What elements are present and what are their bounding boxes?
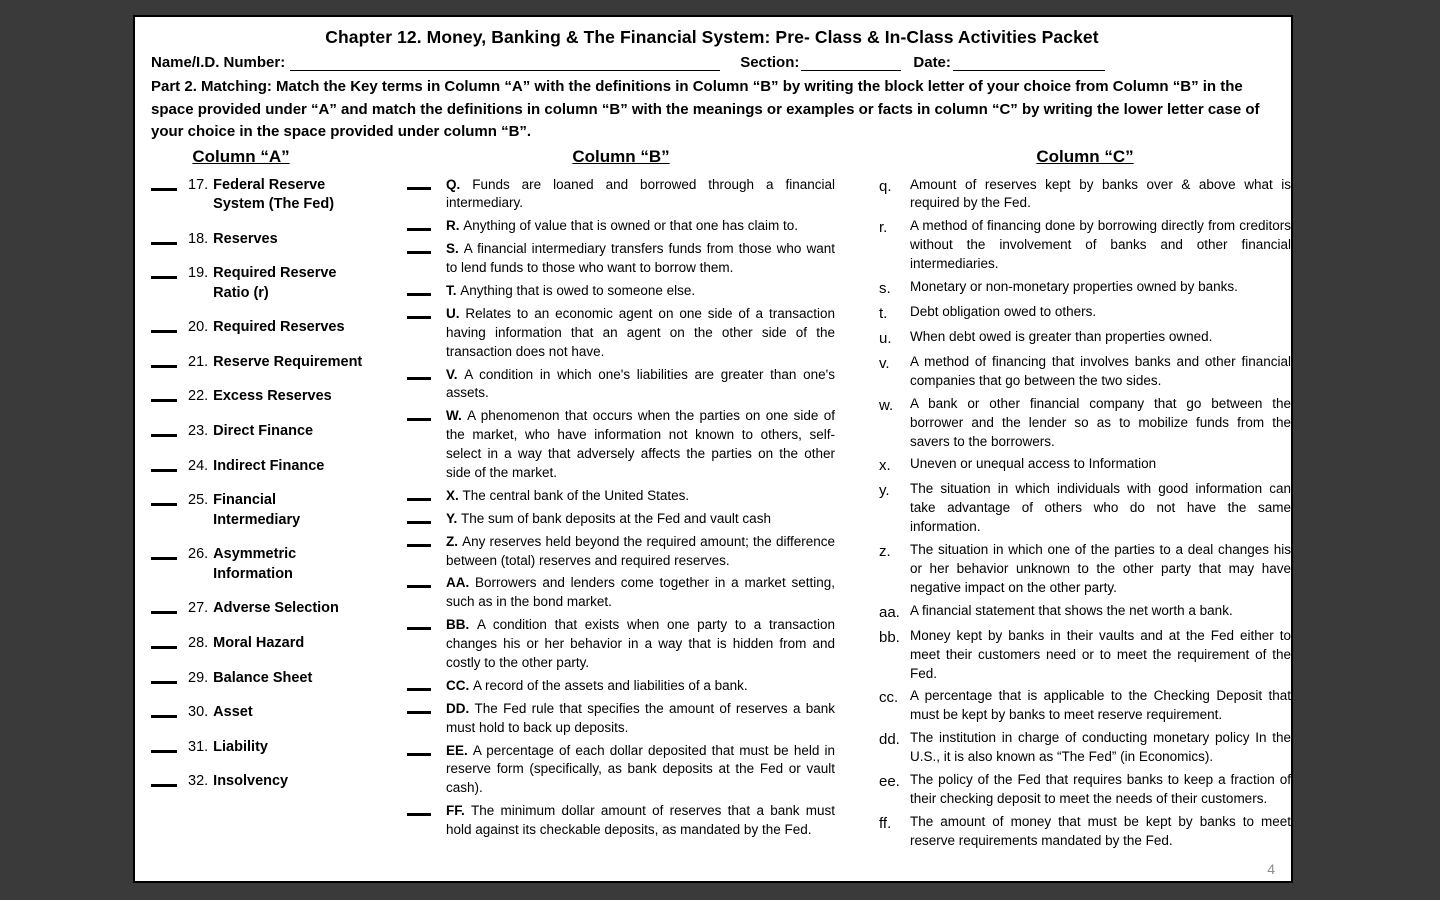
name-blank — [290, 55, 720, 71]
meaning-letter: aa. — [879, 603, 900, 621]
answer-blank — [151, 741, 177, 753]
instructions-text: Part 2. Matching: Match the Key terms in Column “A” with the definitions in Column “B” by writing the block letter of your choice from Column “B” in the space provided under “A” and match the definitions in column “B” with the meanings or examples or facts in column “C” by writing the lower letter case of your choice in the space provided under column “B”. — [151, 78, 1260, 140]
term-number: 25. — [188, 492, 209, 509]
section-blank — [801, 55, 901, 71]
term-label: Financial Intermediary — [213, 492, 301, 528]
definition-text: R. Anything of value that is owned or that one has claim to. — [446, 218, 798, 234]
term-number: 32. — [188, 773, 209, 790]
meaning-text: Debt obligation owed to others. — [910, 303, 1097, 319]
term-number: 26. — [188, 546, 209, 563]
meaning-letter: cc. — [879, 689, 899, 707]
term-number: 17. — [188, 176, 209, 193]
meaning-row — [879, 729, 1291, 767]
meaning-row — [879, 480, 1291, 537]
meaning-text: The policy of the Fed that requires banks to keep a fraction of their checking deposit to meet the needs of their customers. — [910, 771, 1291, 806]
term-number: 21. — [188, 353, 209, 370]
column-a-items — [151, 176, 403, 792]
column-b-items — [407, 176, 835, 841]
answer-blank — [151, 494, 177, 506]
meaning-row — [879, 813, 1291, 851]
term-number: 30. — [188, 704, 209, 721]
term-label: Excess Reserves — [213, 388, 332, 405]
meaning-text: A percentage that is applicable to the Checking Deposit that must be kept by banks to meet reserve requirement. — [910, 688, 1291, 723]
term-label: Balance Sheet — [213, 669, 313, 686]
page-title: Chapter 12. Money, Banking & The Financial System: Pre- Class & In-Class Activities Packet — [325, 27, 1099, 47]
definition-text: EE. A percentage of each dollar deposited that must be held in reserve form (specifically, as bank deposits at the Fed or vault cash). — [446, 742, 835, 796]
meaning-letter: x. — [879, 457, 891, 475]
answer-blank — [151, 267, 177, 279]
meaning-row — [879, 278, 1291, 299]
matching-columns — [151, 146, 1291, 855]
answer-blank — [151, 460, 177, 472]
meaning-letter: y. — [879, 482, 890, 500]
answer-blank — [151, 390, 177, 402]
meaning-text: Amount of reserves kept by banks over & above what is required by the Fed. — [910, 176, 1291, 211]
meaning-row — [879, 353, 1291, 391]
answer-blank — [407, 244, 431, 254]
column-c-items — [879, 176, 1291, 851]
answer-blank — [407, 537, 431, 547]
definition-row — [407, 574, 835, 612]
definition-row — [407, 282, 835, 301]
term-label: Required Reserves — [213, 319, 345, 336]
meaning-row — [879, 328, 1291, 349]
term-row — [151, 738, 403, 758]
page-number: 4 — [1267, 861, 1275, 877]
term-label: Required Reserve Ratio (r) — [213, 265, 337, 301]
meaning-letter: ee. — [879, 772, 900, 790]
section-label: Section: — [740, 54, 800, 71]
definition-letter: FF. — [446, 803, 472, 819]
meaning-row — [879, 395, 1291, 452]
definition-text: AA. Borrowers and lenders come together in a market setting, such as in the bond market. — [446, 575, 836, 610]
definition-text: S. A financial intermediary transfers funds from those who want to lend funds to those who want to borrow them. — [446, 241, 835, 276]
term-label: Direct Finance — [213, 423, 314, 439]
meaning-text: The institution in charge of conducting monetary policy In the U.S., it is also known as “The Fed” (in Economics). — [910, 730, 1291, 765]
definition-letter: T. — [446, 282, 461, 298]
meaning-text: A method of financing that involves banks and other financial companies that go between the two sides. — [910, 353, 1291, 388]
term-label: Adverse Selection — [213, 600, 339, 617]
definition-text: W. A phenomenon that occurs when the parties on one side of the market, who have information not known to others, self-select in a way that adversely affects the parties on the other side of the market. — [446, 408, 835, 480]
answer-blank — [407, 620, 431, 630]
definition-row — [407, 742, 835, 799]
column-b — [407, 147, 835, 855]
meaning-letter: q. — [879, 177, 892, 195]
meaning-letter: w. — [879, 396, 894, 414]
meaning-row — [879, 627, 1291, 684]
meaning-letter: t. — [879, 304, 888, 322]
meaning-letter: z. — [879, 543, 891, 561]
column-a-header: Column “A” — [192, 146, 290, 166]
definition-letter: W. — [446, 408, 468, 424]
definition-text: CC. A record of the assets and liabilities of a bank. — [446, 677, 748, 693]
definition-letter: R. — [446, 218, 464, 234]
meaning-text: A bank or other financial company that go between the borrower and the lender so as to mobilize funds from the savers to the borrowers. — [910, 395, 1291, 449]
column-c — [879, 147, 1291, 855]
column-b-header: Column “B” — [572, 146, 670, 166]
term-number: 24. — [188, 457, 209, 474]
term-label: Federal Reserve System (The Fed) — [213, 176, 335, 213]
definition-letter: CC. — [446, 677, 473, 693]
definition-row — [407, 616, 835, 673]
answer-blank — [151, 548, 177, 560]
definition-row — [407, 510, 835, 529]
term-row — [151, 230, 403, 250]
definition-letter: DD. — [446, 700, 475, 716]
term-label: Liability — [213, 738, 268, 755]
definition-letter: AA. — [446, 575, 476, 591]
answer-blank — [407, 514, 431, 524]
meaning-letter: r. — [879, 219, 888, 237]
definition-row — [407, 305, 835, 362]
term-row — [151, 387, 403, 407]
answer-blank — [407, 180, 431, 190]
term-label: Indirect Finance — [213, 457, 325, 474]
answer-blank — [407, 578, 431, 588]
meaning-text: The situation in which one of the parties to a deal changes his or her behavior unknown to the other party that may have negative impact on the other party. — [910, 542, 1291, 595]
answer-blank — [407, 286, 431, 296]
answer-blank — [407, 746, 431, 756]
meaning-row — [879, 771, 1291, 809]
meaning-text: The amount of money that must be kept by banks to meet reserve requirements mandated by the Fed. — [910, 813, 1291, 848]
term-row — [151, 353, 403, 373]
answer-blank — [407, 411, 431, 421]
date-blank — [953, 55, 1105, 71]
definition-text: Z. Any reserves held beyond the required amount; the difference between (total) reserves and required reserves. — [446, 533, 835, 568]
meaning-row — [879, 217, 1291, 274]
column-c-header: Column “C” — [1036, 146, 1134, 166]
meaning-letter: bb. — [879, 628, 900, 646]
term-number: 28. — [188, 634, 209, 651]
answer-blank — [407, 806, 431, 816]
answer-blank — [151, 425, 177, 437]
definition-text: Y. The sum of bank deposits at the Fed and vault cash — [446, 510, 771, 526]
definition-letter: Y. — [446, 510, 462, 526]
meaning-text: A method of financing done by borrowing directly from creditors without the involvement of banks and other financial intermediaries. — [910, 218, 1291, 272]
term-row — [151, 772, 403, 792]
term-number: 31. — [188, 738, 209, 755]
definition-letter: BB. — [446, 617, 477, 633]
term-label: Asset — [213, 704, 253, 721]
meaning-row — [879, 303, 1291, 324]
name-label: Name/I.D. Number: — [151, 54, 286, 71]
definition-row — [407, 240, 835, 278]
definition-text: U. Relates to an economic agent on one side of a transaction having information that an agent on the other side of the transaction does not have. — [446, 305, 835, 359]
definition-text: Q. Funds are loaned and borrowed through a financial intermediary. — [446, 176, 835, 211]
definition-letter: EE. — [446, 742, 473, 758]
meaning-text: When debt owed is greater than properties owned. — [910, 328, 1213, 344]
term-number: 20. — [188, 319, 209, 336]
term-number: 27. — [188, 600, 209, 617]
term-row — [151, 703, 403, 723]
term-label: Reserve Requirement — [213, 353, 363, 370]
term-number: 19. — [188, 265, 209, 282]
term-label: Reserves — [213, 230, 278, 247]
term-row — [151, 457, 403, 477]
definition-letter: V. — [446, 366, 465, 382]
date-label: Date: — [913, 54, 951, 71]
meaning-text: A financial statement that shows the net worth a bank. — [910, 602, 1233, 618]
answer-blank — [151, 356, 177, 368]
meaning-text: Monetary or non-monetary properties owned by banks. — [910, 278, 1238, 294]
definition-text: T. Anything that is owed to someone else. — [446, 282, 696, 298]
answer-blank — [151, 637, 177, 649]
document-page — [133, 15, 1293, 883]
definition-text: FF. The minimum dollar amount of reserves that a bank must hold against its checkable deposits, as mandated by the Fed. — [446, 803, 835, 838]
definition-row — [407, 366, 835, 404]
meaning-letter: u. — [879, 329, 892, 347]
meaning-letter: s. — [879, 279, 891, 297]
answer-blank — [151, 179, 177, 191]
meaning-row — [879, 455, 1291, 476]
name-section-date-line — [151, 54, 1273, 71]
term-row — [151, 634, 403, 654]
definition-letter: U. — [446, 305, 466, 321]
answer-blank — [407, 370, 431, 380]
definition-text: BB. A condition that exists when one party to a transaction changes his or her behavior in a way that is hidden from and costly to the other party. — [446, 617, 835, 670]
definition-row — [407, 407, 835, 483]
meaning-text: The situation in which individuals with good information can take advantage of others who do not have the same information. — [910, 481, 1291, 535]
definition-row — [407, 677, 835, 696]
term-row — [151, 264, 403, 303]
definition-letter: Z. — [446, 533, 463, 549]
meaning-row — [879, 687, 1291, 725]
answer-blank — [407, 491, 431, 501]
term-label: Insolvency — [213, 773, 289, 790]
term-row — [151, 176, 403, 215]
answer-blank — [151, 602, 177, 614]
term-number: 29. — [188, 669, 209, 686]
definition-letter: Q. — [446, 176, 473, 192]
term-row — [151, 669, 403, 689]
definition-text: DD. The Fed rule that specifies the amount of reserves a bank must hold to back up deposits. — [446, 700, 836, 735]
meaning-letter: ff. — [879, 814, 892, 832]
definition-row — [407, 533, 835, 571]
meaning-text: Money kept by banks in their vaults and at the Fed either to meet their customers need or to meet the requirement of the Fed. — [910, 627, 1291, 681]
definition-letter: X. — [446, 487, 463, 503]
term-row — [151, 491, 403, 530]
answer-blank — [407, 309, 431, 319]
meaning-row — [879, 602, 1291, 623]
definition-row — [407, 176, 835, 214]
answer-blank — [407, 704, 431, 714]
meaning-row — [879, 541, 1291, 598]
definition-row — [407, 700, 835, 738]
answer-blank — [151, 233, 177, 245]
term-number: 23. — [188, 423, 209, 439]
term-row — [151, 599, 403, 619]
answer-blank — [407, 681, 431, 691]
definition-row — [407, 217, 835, 236]
definition-letter: S. — [446, 241, 464, 257]
meaning-text: Uneven or unequal access to Information — [910, 456, 1157, 472]
term-number: 22. — [188, 388, 209, 405]
meaning-row — [879, 176, 1291, 214]
definition-text: V. A condition in which one's liabilities are greater than one's assets. — [446, 366, 835, 401]
definition-text: X. The central bank of the United States. — [446, 487, 690, 503]
term-label: Moral Hazard — [213, 634, 305, 651]
definition-row — [407, 487, 835, 506]
term-row — [151, 545, 403, 584]
term-label: Asymmetric Information — [213, 546, 297, 582]
meaning-letter: v. — [879, 354, 890, 372]
term-row — [151, 318, 403, 338]
answer-blank — [407, 221, 431, 231]
definition-row — [407, 802, 835, 840]
meaning-letter: dd. — [879, 731, 900, 749]
answer-blank — [151, 706, 177, 718]
answer-blank — [151, 321, 177, 333]
term-row — [151, 422, 403, 442]
answer-blank — [151, 775, 177, 787]
term-number: 18. — [188, 230, 209, 247]
answer-blank — [151, 672, 177, 684]
column-a — [151, 147, 403, 855]
